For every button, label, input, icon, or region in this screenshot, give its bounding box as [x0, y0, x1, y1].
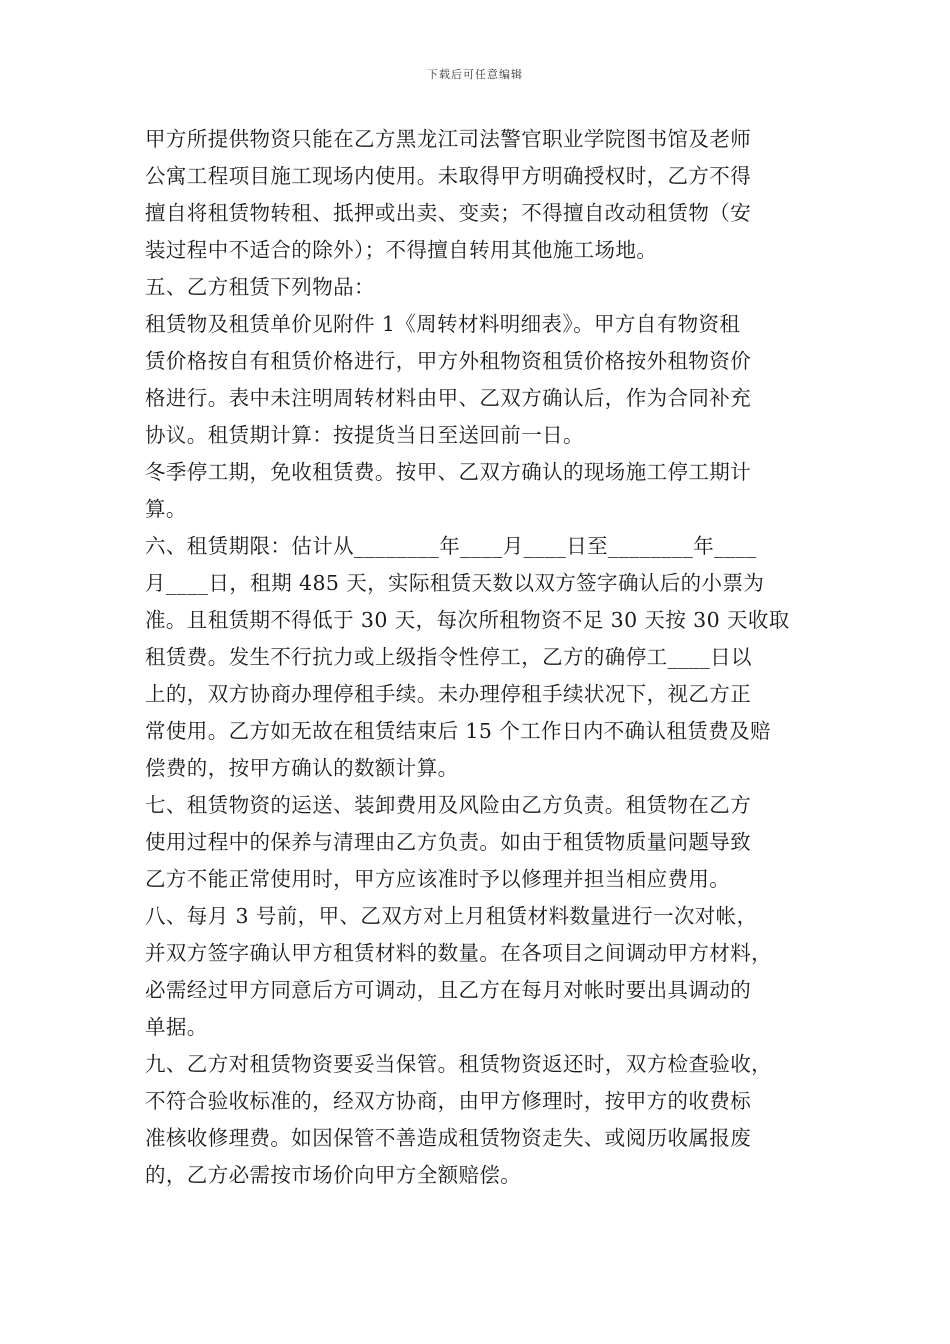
page-header: 下载后可任意编辑 [427, 68, 523, 81]
section-heading-8: 八、每月 3 号前，甲、乙双方对上月租赁材料数量进行一次对帐， [145, 904, 758, 928]
text-line: 乙方不能正常使用时，甲方应该准时予以修理并担当相应费用。 [145, 867, 731, 891]
text-line: 公寓工程项目施工现场内使用。未取得甲方明确授权时，乙方不得 [145, 164, 752, 188]
contract-body [145, 121, 810, 1194]
section-heading-9: 九、乙方对租赁物资要妥当保管。租赁物资返还时，双方检查验收， [145, 1052, 772, 1076]
text-line: 冬季停工期，免收租赁费。按甲、乙双方确认的现场施工停工期计 [145, 460, 752, 484]
section-heading-7: 七、租赁物资的运送、装卸费用及风险由乙方负责。租赁物在乙方 [145, 793, 752, 817]
text-line: 装过程中不适合的除外）；不得擅自转用其他施工场地。 [145, 238, 658, 262]
text-line: 赁价格按自有租赁价格进行，甲方外租物资租赁价格按外租物资价 [145, 349, 752, 373]
text-line: 不符合验收标准的，经双方协商，由甲方修理时，按甲方的收费标 [145, 1089, 752, 1113]
text-line: 使用过程中的保养与清理由乙方负责。如由于租赁物质量问题导致 [145, 830, 752, 854]
text-line: 偿费的，按甲方确认的数额计算。 [145, 756, 459, 780]
text-line: 并双方签字确认甲方租赁材料的数量。在各项目之间调动甲方材料， [145, 941, 772, 965]
text-line: 的，乙方必需按市场价向甲方全额赔偿。 [145, 1163, 522, 1187]
section-heading-6: 六、租赁期限：估计从________年____月____日至________年____ [145, 534, 757, 558]
text-line: 算。 [145, 497, 187, 521]
text-line: 甲方所提供物资只能在乙方黑龙江司法警官职业学院图书馆及老师 [145, 127, 752, 151]
text-line: 租赁物及租赁单价见附件 1《周转材料明细表》。甲方自有物资租 [145, 312, 741, 336]
text-line: 准核收修理费。如因保管不善造成租赁物资走失、或阅历收属报废 [145, 1126, 752, 1150]
section-heading-5: 五、乙方租赁下列物品： [145, 275, 375, 299]
text-line: 上的，双方协商办理停租手续。未办理停租手续状况下，视乙方正 [145, 682, 752, 706]
text-line: 月____日，租期 485 天，实际租赁天数以双方签字确认后的小票为 [145, 571, 765, 595]
text-line: 准。且租赁期不得低于 30 天，每次所租物资不足 30 天按 30 天收取 [145, 608, 790, 632]
text-line: 常使用。乙方如无故在租赁结束后 15 个工作日内不确认租赁费及赔 [145, 719, 771, 743]
text-line: 单据。 [145, 1015, 208, 1039]
text-line: 必需经过甲方同意后方可调动，且乙方在每月对帐时要出具调动的 [145, 978, 752, 1002]
text-line: 协议。租赁期计算：按提货当日至送回前一日。 [145, 423, 584, 447]
text-line: 租赁费。发生不行抗力或上级指令性停工，乙方的确停工____日以 [145, 645, 752, 669]
text-line: 擅自将租赁物转租、抵押或出卖、变卖；不得擅自改动租赁物（安 [145, 201, 752, 225]
text-line: 格进行。表中未注明周转材料由甲、乙双方确认后，作为合同补充 [145, 386, 752, 410]
